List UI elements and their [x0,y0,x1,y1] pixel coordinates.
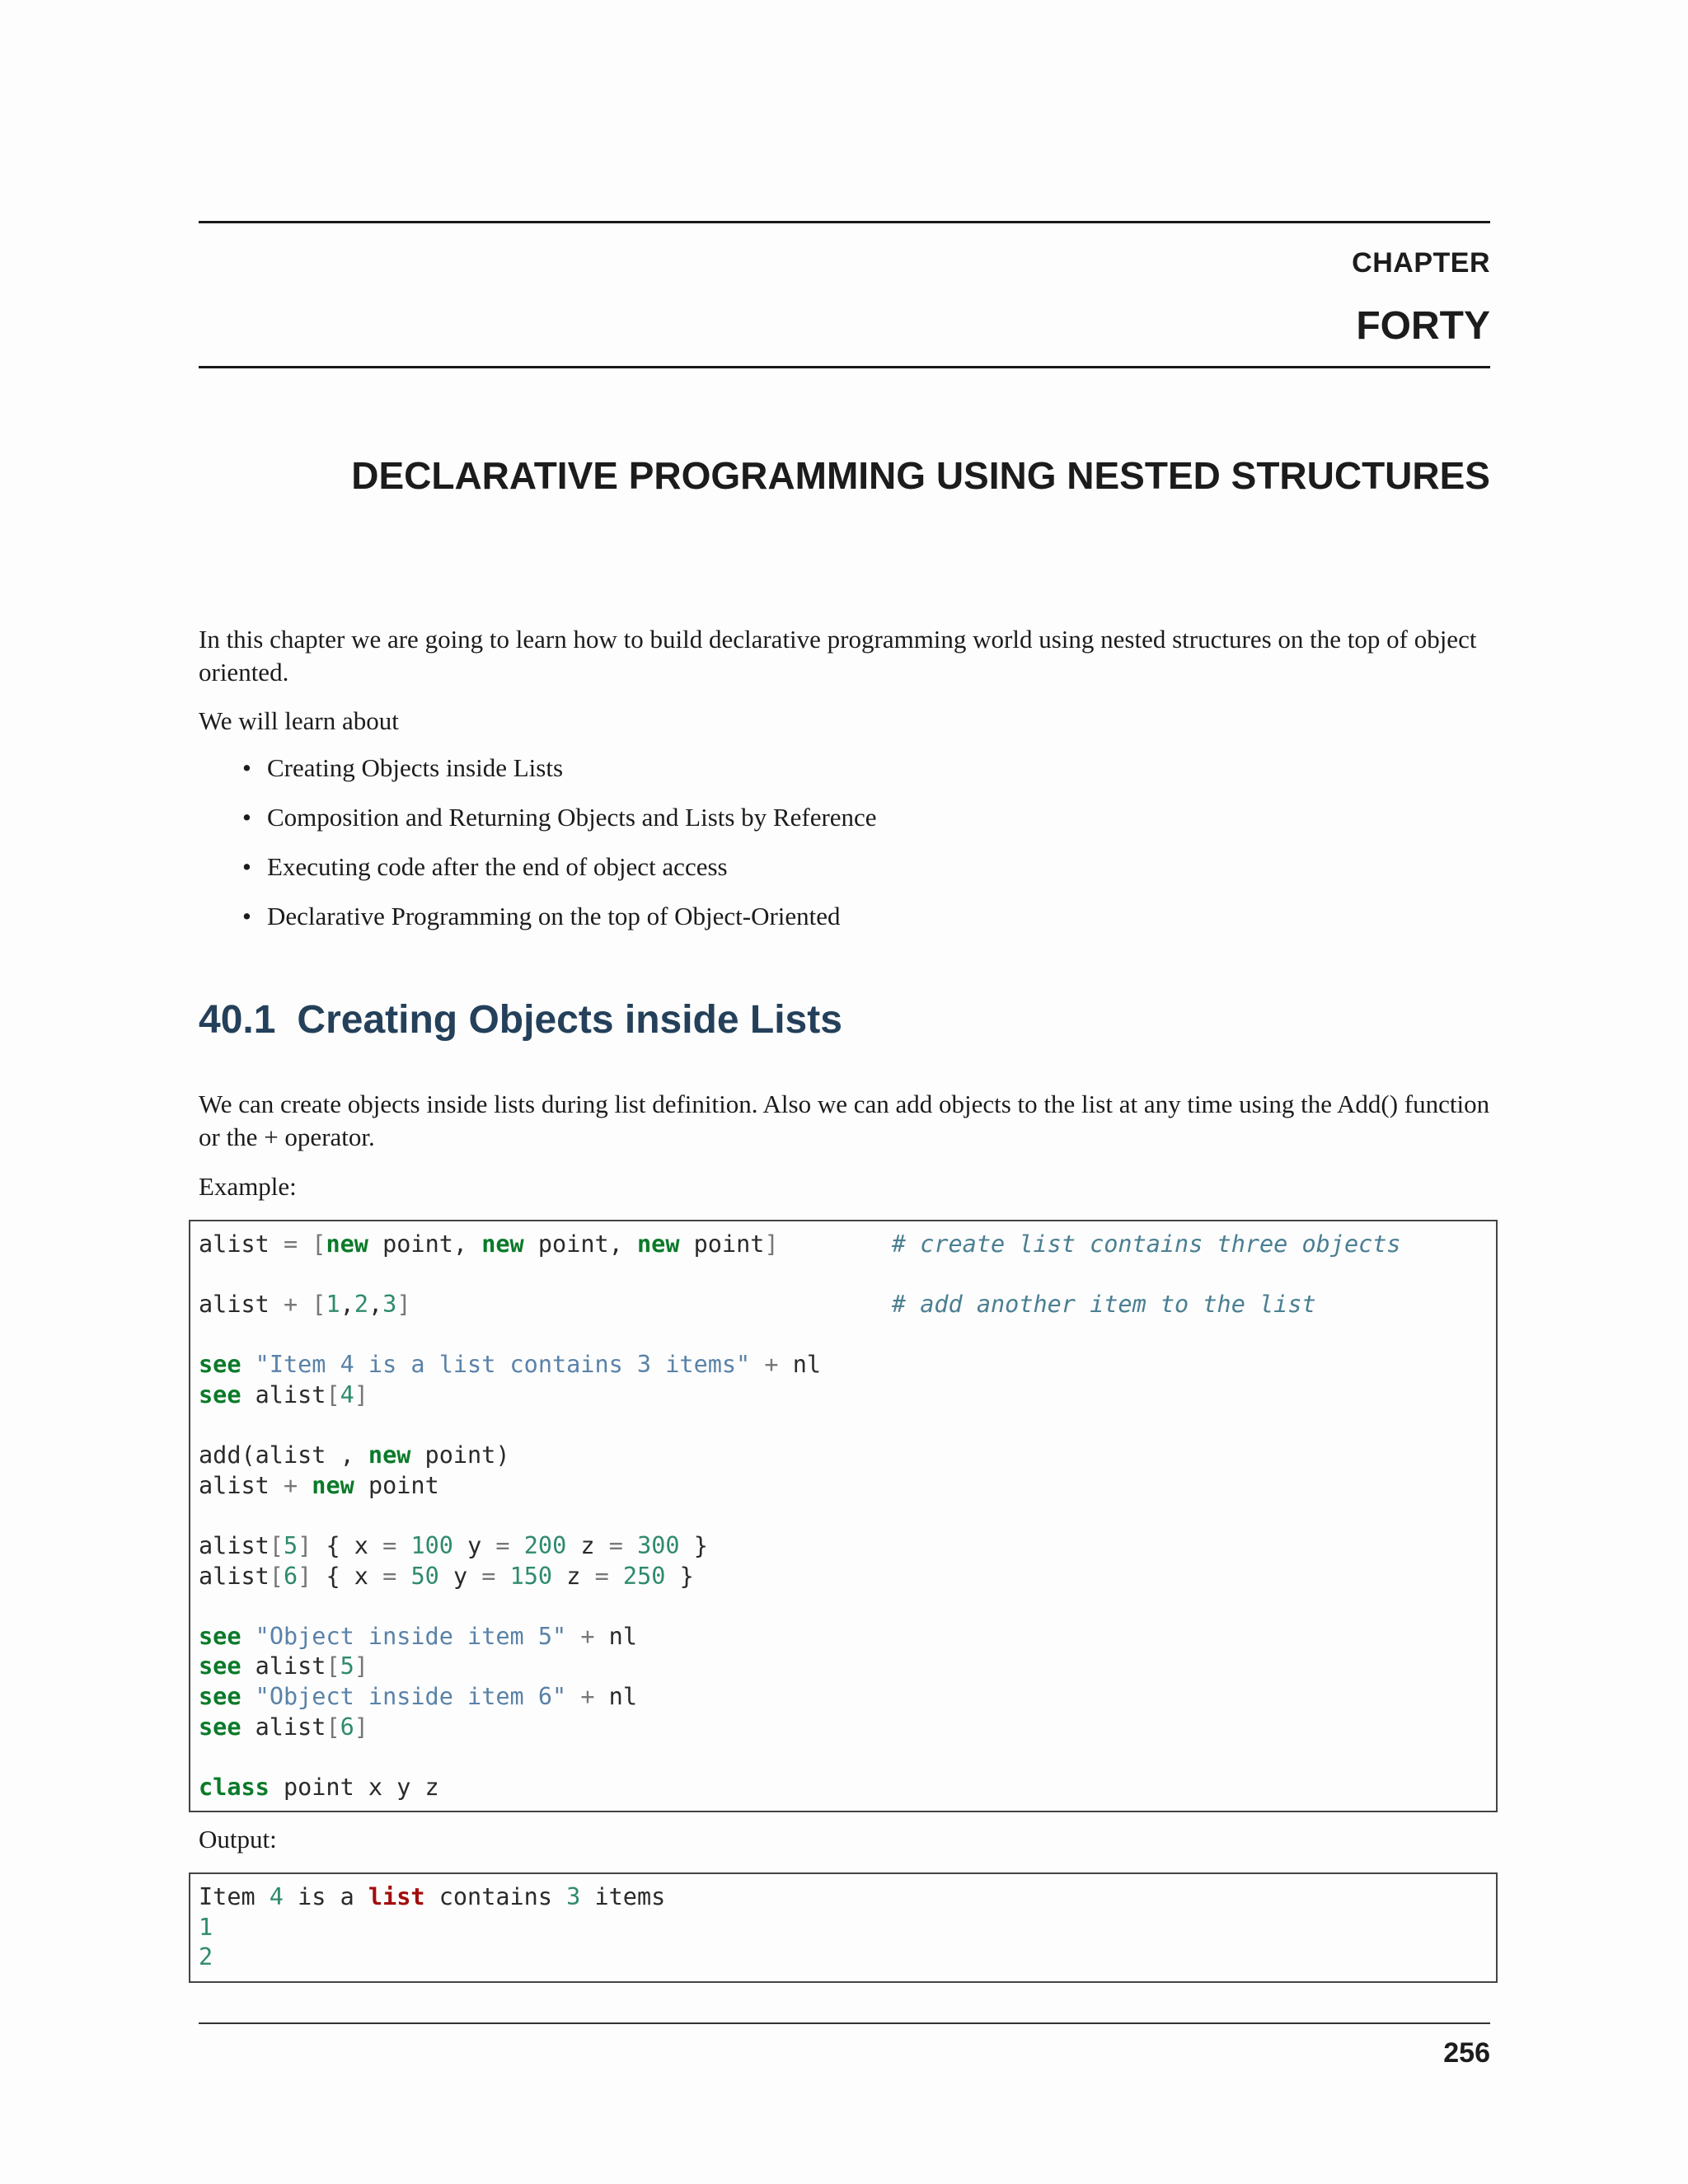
bullet-icon: • [242,803,251,832]
list-item: • Composition and Returning Objects and Lists by Reference [199,801,877,851]
section-heading [199,997,842,1043]
header-bottom-rule [199,366,1490,368]
chapter-label: CHAPTER [1352,247,1490,279]
section-paragraph: We can create objects inside lists during list definition. Also we can add objects to the list at any time using the Add() function or the + operator. [199,1090,1490,1151]
intro-lead: We will learn about [199,706,399,735]
intro-paragraph: In this chapter we are going to learn how to build declarative programming world using nested structures on the top of object oriented. [199,625,1477,687]
bullet-icon: • [242,852,251,881]
section-number: 40.1 [199,998,276,1042]
header-top-rule [199,221,1490,223]
list-item: • Executing code after the end of object access [199,851,877,900]
section-title-text: Creating Objects inside Lists [297,998,842,1042]
footer-rule [199,2022,1490,2024]
code-output: Item 4 is a list contains 3 items 1 2 [199,1883,666,1971]
bullet-icon: • [242,753,251,782]
topic-list [199,752,877,949]
code-output-block [189,1872,1498,1983]
bullet-icon: • [242,902,251,930]
document-page [199,0,1490,2184]
page-number: 256 [1443,2037,1490,2069]
code-example-block [189,1220,1498,1812]
chapter-number: FORTY [1356,304,1490,348]
output-label: Output: [199,1825,277,1854]
list-item: • Declarative Programming on the top of Object-Oriented [199,900,877,949]
list-item: • Creating Objects inside Lists [199,752,877,801]
code-example: alist = [new point, new point, new point] # create list contains three objects alist + [1,2,3] # add another item to the list see "Item 4 is a list contains 3 items" + nl see alist[4] add(alist , new point) alist + new point alist[5] { x = 100 y = 200 z = 300 } alist[6] { x = 50 y = 150 z = 250 } see "Object inside item 5" + nl see alist[5] see "Object inside item 6" + nl see alist[6] class point x y z [199,1230,1401,1801]
example-label: Example: [199,1172,297,1201]
chapter-title: DECLARATIVE PROGRAMMING USING NESTED STRUCTURES [351,454,1490,497]
